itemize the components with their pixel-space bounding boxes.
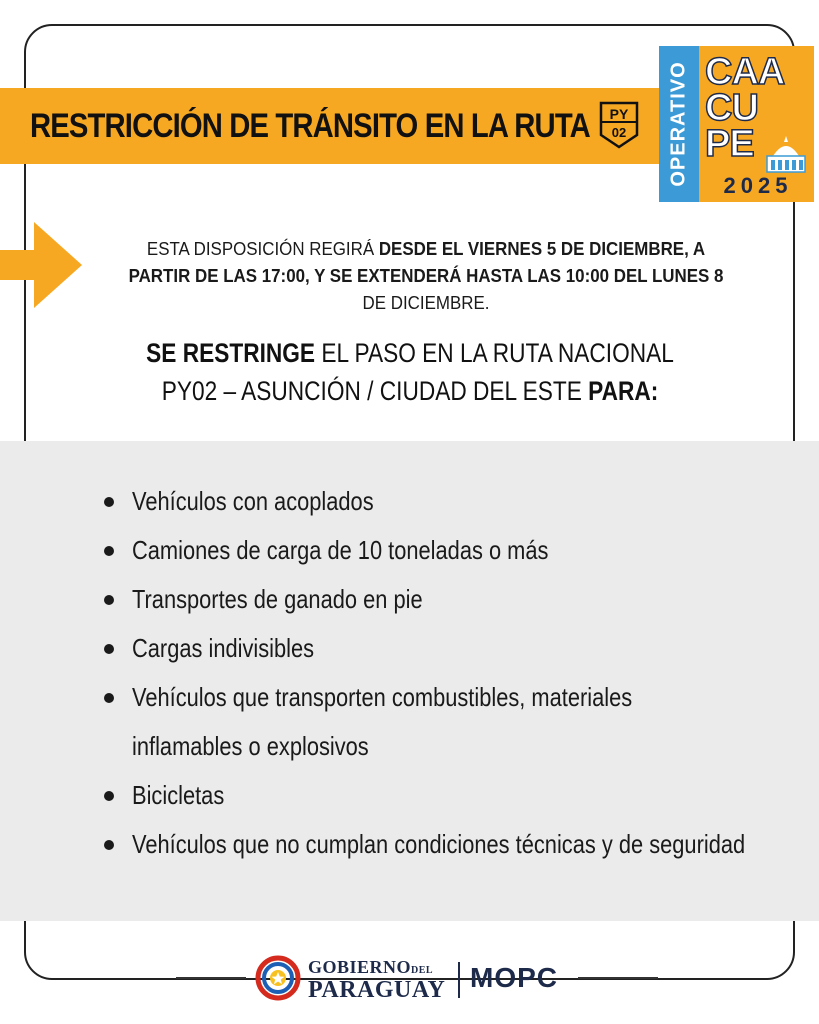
restriction-route: EL PASO EN LA RUTA NACIONAL PY02 – ASUNCIÓN / CIUDAD DEL ESTE [161,338,674,406]
logo-side-text: OPERATIVO [667,61,690,187]
disposition-dates: DESDE EL VIERNES 5 DE DICIEMBRE, A PARTIR DE LAS 17:00, Y SE EXTENDERÁ HASTA LAS 10:00 DEL LUNES 8 [128,239,724,286]
list-item-continuation: inflamables o explosivos [132,731,369,761]
logo-word-line: PE [705,123,754,165]
bullet-icon [104,497,114,507]
government-wordmark [308,958,445,1002]
footer-rule-right [578,977,658,979]
bullet-icon [104,791,114,801]
arrow-right-icon [0,222,82,308]
bullet-icon [104,546,114,556]
agency-logo: MOPC [470,962,558,993]
gov-line-2: PARAGUAY [308,977,446,1003]
disposition-part: DE DICIEMBRE. [362,293,490,313]
bullet-icon [104,693,114,703]
logo-word-line: CAA [705,51,785,93]
footer [0,940,819,1024]
list-item: Bicicletas [104,771,804,820]
list-item: Transportes de ganado en pie [104,575,804,624]
restricted-vehicle-list [104,477,804,869]
bullet-icon [104,595,114,605]
bullet-icon [104,840,114,850]
page-title: RESTRICCIÓN DE TRÁNSITO EN LA RUTA [30,107,590,145]
list-item: Vehículos que no cumplan condiciones técnicas y de seguridad [104,820,804,869]
route-badge-top: PY [609,106,629,122]
list-item: Camiones de carga de 10 toneladas o más [104,526,804,575]
gov-line-1: GOBIERNO [308,957,412,977]
list-item: Vehículos con acoplados [104,477,804,526]
disposition-part: ESTA DISPOSICIÓN REGIRÁ [146,239,379,259]
gov-line-1-small: DEL [411,965,434,976]
restriction-statement [116,334,704,410]
list-item: Vehículos que transporten combustibles, materiales [104,673,804,722]
bullet-icon [104,644,114,654]
list-item: Cargas indivisibles [104,624,804,673]
disposition-text [116,236,736,317]
restriction-end: PARA: [588,376,659,406]
logo-year: 2025 [723,173,793,198]
restriction-lead: SE RESTRINGE [146,338,316,368]
footer-divider [458,962,460,998]
route-badge [599,101,639,149]
footer-rule-left [176,977,246,979]
operativo-caacupe-logo [659,46,814,202]
logo-word-line: CU [705,87,758,129]
national-seal-icon [255,955,301,1001]
basilica-icon [763,134,809,174]
logo-side-band [659,46,699,202]
route-badge-number: 02 [611,125,627,140]
